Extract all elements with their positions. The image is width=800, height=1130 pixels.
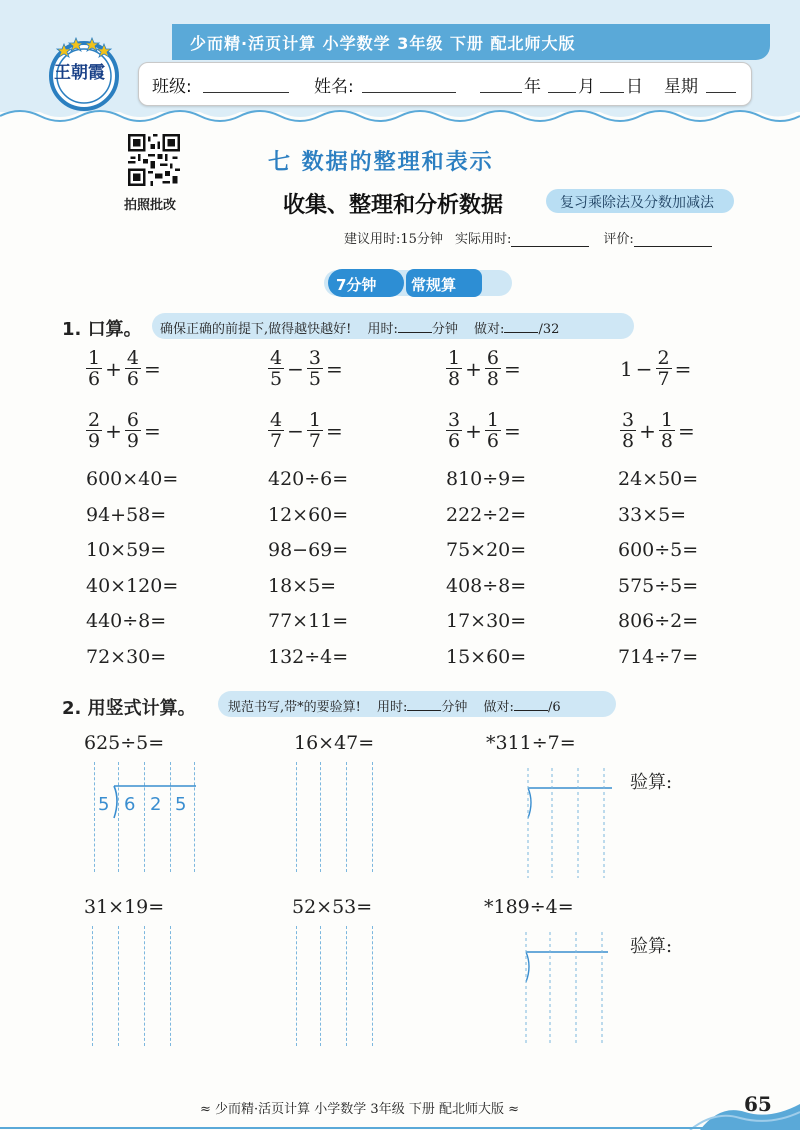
month-label: 月 (578, 77, 595, 97)
denominator: 7 (657, 368, 670, 390)
dividend-digit: 5 (175, 794, 187, 815)
mental-math-problem: 77×11= (268, 610, 349, 632)
q2-correct-label: 做对: (483, 700, 514, 715)
work-guide-line (92, 926, 93, 1046)
numerator: 4 (126, 347, 139, 369)
mental-math-problem: 24×50= (618, 468, 699, 490)
mental-math-problem: 33×5= (618, 504, 687, 526)
denominator: 7 (308, 430, 321, 452)
fraction-problem (620, 410, 696, 451)
q1-tip-row (160, 318, 559, 337)
q2-problem-1: 625÷5= (84, 732, 165, 754)
qr-label: 拍照批改 (124, 198, 177, 213)
mental-math-problem: 10×59= (86, 539, 167, 561)
qr-code-icon[interactable] (128, 134, 180, 186)
numerator: 3 (448, 409, 461, 431)
banner-time: 7分钟 (336, 276, 377, 294)
q1-time-field[interactable] (398, 320, 432, 333)
numerator: 4 (270, 409, 283, 431)
denominator: 6 (88, 368, 101, 390)
denominator: 8 (622, 430, 635, 452)
q1-correct-label: 做对: (474, 322, 505, 337)
mental-math-problem: 575÷5= (618, 575, 699, 597)
operator: + (639, 418, 656, 443)
fraction (86, 348, 102, 389)
equals-sign: = (143, 356, 161, 381)
q2-tip-row (228, 696, 561, 715)
denominator: 8 (660, 430, 673, 452)
fraction-problem (446, 410, 522, 451)
numerator: 1 (308, 409, 321, 431)
fraction (620, 410, 636, 451)
banner-name: 常规算 (411, 276, 457, 294)
work-guide-line (170, 926, 171, 1046)
mental-math-problem: 810÷9= (446, 468, 527, 490)
chapter-title: 七 数据的整理和表示 (268, 150, 494, 175)
review-tag: 复习乘除法及分数加减法 (560, 195, 714, 211)
denominator: 8 (486, 368, 499, 390)
denominator: 7 (270, 430, 283, 452)
q1-time-label: 用时: (367, 322, 398, 337)
equals-sign: = (677, 418, 695, 443)
q2-check-label-2: 验算: (630, 936, 673, 957)
q2-tip: 规范书写,带*的要验算! (228, 700, 361, 715)
work-guide-line (320, 762, 321, 872)
operator: + (465, 356, 482, 381)
name-label: 姓名: (314, 77, 354, 97)
work-guide-line (320, 926, 321, 1046)
q1-time-unit: 分钟 (431, 322, 458, 337)
operator: − (635, 356, 653, 381)
long-division-bracket-icon (516, 932, 616, 1046)
numerator: 1 (660, 409, 673, 431)
denominator: 5 (308, 368, 321, 390)
weekday-field[interactable] (706, 72, 736, 93)
mental-math-problem: 94+58= (86, 504, 167, 526)
q1-title: 1. 口算。 (62, 319, 142, 340)
name-field[interactable] (362, 72, 456, 93)
logo-text: 王朝霞 (54, 63, 105, 83)
series-title: 少而精·活页计算 小学数学 3年级 下册 配北师大版 (190, 34, 576, 53)
fraction (659, 410, 675, 451)
numerator: 3 (308, 347, 321, 369)
numerator: 6 (126, 409, 139, 431)
denominator: 6 (486, 430, 499, 452)
mental-math-problem: 40×120= (86, 575, 179, 597)
numerator: 1 (88, 347, 101, 369)
footer-text: ≈ 少而精·活页计算 小学数学 3年级 下册 配北师大版 ≈ (200, 1102, 519, 1117)
denominator: 8 (448, 368, 461, 390)
mental-math-problem: 600÷5= (618, 539, 699, 561)
q2-problem-4: 31×19= (84, 896, 165, 918)
mental-math-problem: 408÷8= (446, 575, 527, 597)
denominator: 9 (126, 430, 139, 452)
fraction-problem (86, 348, 162, 389)
work-guide-line (118, 926, 119, 1046)
fraction (446, 410, 462, 451)
mental-math-problem: 72×30= (86, 646, 167, 668)
fraction (268, 410, 284, 451)
q2-total: /6 (547, 700, 561, 715)
actual-time-field[interactable] (511, 232, 589, 247)
month-field[interactable] (548, 72, 576, 93)
q2-problem-5: 52×53= (292, 896, 373, 918)
day-label: 日 (626, 77, 643, 97)
mental-math-problem: 98−69= (268, 539, 349, 561)
equals-sign: = (503, 356, 521, 381)
work-guide-line (372, 926, 373, 1046)
mental-math-problem: 420÷6= (268, 468, 349, 490)
weekday-label: 星期 (664, 77, 698, 97)
denominator: 6 (126, 368, 139, 390)
mental-math-problem: 75×20= (446, 539, 527, 561)
numerator: 6 (486, 347, 499, 369)
work-guide-line (346, 926, 347, 1046)
work-guide-line (372, 762, 373, 872)
mental-math-problem: 15×60= (446, 646, 527, 668)
q1-total: /32 (538, 322, 560, 337)
fraction (656, 348, 672, 389)
fraction-problem (446, 348, 522, 389)
fraction (86, 410, 102, 451)
numerator: 1 (486, 409, 499, 431)
q2-time-field[interactable] (407, 698, 441, 711)
equals-sign: = (143, 418, 161, 443)
fraction (485, 348, 501, 389)
operator: + (105, 418, 122, 443)
page-number: 65 (744, 1092, 772, 1116)
mental-math-problem: 132÷4= (268, 646, 349, 668)
operator: − (287, 418, 304, 443)
equals-sign: = (325, 356, 343, 381)
operator: − (287, 356, 304, 381)
actual-time-label: 实际用时: (454, 232, 512, 247)
work-guide-line (296, 926, 297, 1046)
q2-time-unit: 分钟 (441, 700, 468, 715)
fraction (125, 410, 141, 451)
evaluate-field[interactable] (634, 232, 712, 247)
numerator: 1 (448, 347, 461, 369)
divisor-digit: 5 (98, 794, 110, 815)
fraction (307, 348, 323, 389)
q1-tip: 确保正确的前提下,做得越快越好! (160, 322, 352, 337)
suggested-time: 建议用时:15分钟 (344, 232, 443, 247)
dividend-digit: 2 (150, 794, 162, 815)
mental-math-problem: 714÷7= (618, 646, 699, 668)
fraction (268, 348, 284, 389)
mental-math-problem: 806÷2= (618, 610, 699, 632)
dividend-digit: 6 (124, 794, 136, 815)
work-guide-line (144, 926, 145, 1046)
fraction-problem (268, 348, 344, 389)
fraction (307, 410, 323, 451)
denominator: 6 (448, 430, 461, 452)
mental-math-problem: 12×60= (268, 504, 349, 526)
fraction-problem (86, 410, 162, 451)
q2-problem-3: *311÷7= (486, 732, 576, 754)
q2-problem-6: *189÷4= (484, 896, 574, 918)
class-label: 班级: (152, 77, 192, 97)
mental-math-problem: 17×30= (446, 610, 527, 632)
whole-number: 1 (620, 356, 633, 381)
time-row (344, 228, 712, 247)
q2-problem-2: 16×47= (294, 732, 375, 754)
operator: + (465, 418, 482, 443)
equals-sign: = (674, 356, 692, 381)
work-guide-line (296, 762, 297, 872)
work-guide-line (346, 762, 347, 872)
year-label: 年 (524, 77, 541, 97)
mental-math-problem: 600×40= (86, 468, 179, 490)
q2-check-label-1: 验算: (630, 772, 673, 793)
q1-correct-field[interactable] (504, 320, 538, 333)
operator: + (105, 356, 122, 381)
section-title: 收集、整理和分析数据 (283, 193, 504, 218)
equals-sign: = (325, 418, 343, 443)
fraction-problem (620, 348, 692, 389)
denominator: 9 (88, 430, 101, 452)
fraction-problem (268, 410, 344, 451)
long-division-bracket-icon (520, 768, 620, 878)
day-field[interactable] (600, 72, 624, 93)
fraction (125, 348, 141, 389)
mental-math-problem: 440÷8= (86, 610, 167, 632)
q2-time-label: 用时: (377, 700, 408, 715)
footer-series: 少而精·活页计算 小学数学 3年级 下册 配北师大版 (215, 1102, 504, 1117)
q2-correct-field[interactable] (514, 698, 548, 711)
mental-math-problem: 18×5= (268, 575, 337, 597)
year-field[interactable] (480, 72, 522, 93)
mental-math-problem: 222÷2= (446, 504, 527, 526)
numerator: 2 (657, 347, 670, 369)
numerator: 2 (88, 409, 101, 431)
equals-sign: = (503, 418, 521, 443)
evaluate-label: 评价: (603, 232, 634, 247)
numerator: 4 (270, 347, 283, 369)
q2-title: 2. 用竖式计算。 (62, 698, 196, 719)
fraction (485, 410, 501, 451)
numerator: 3 (622, 409, 635, 431)
class-field[interactable] (203, 72, 289, 93)
fraction (446, 348, 462, 389)
denominator: 5 (270, 368, 283, 390)
